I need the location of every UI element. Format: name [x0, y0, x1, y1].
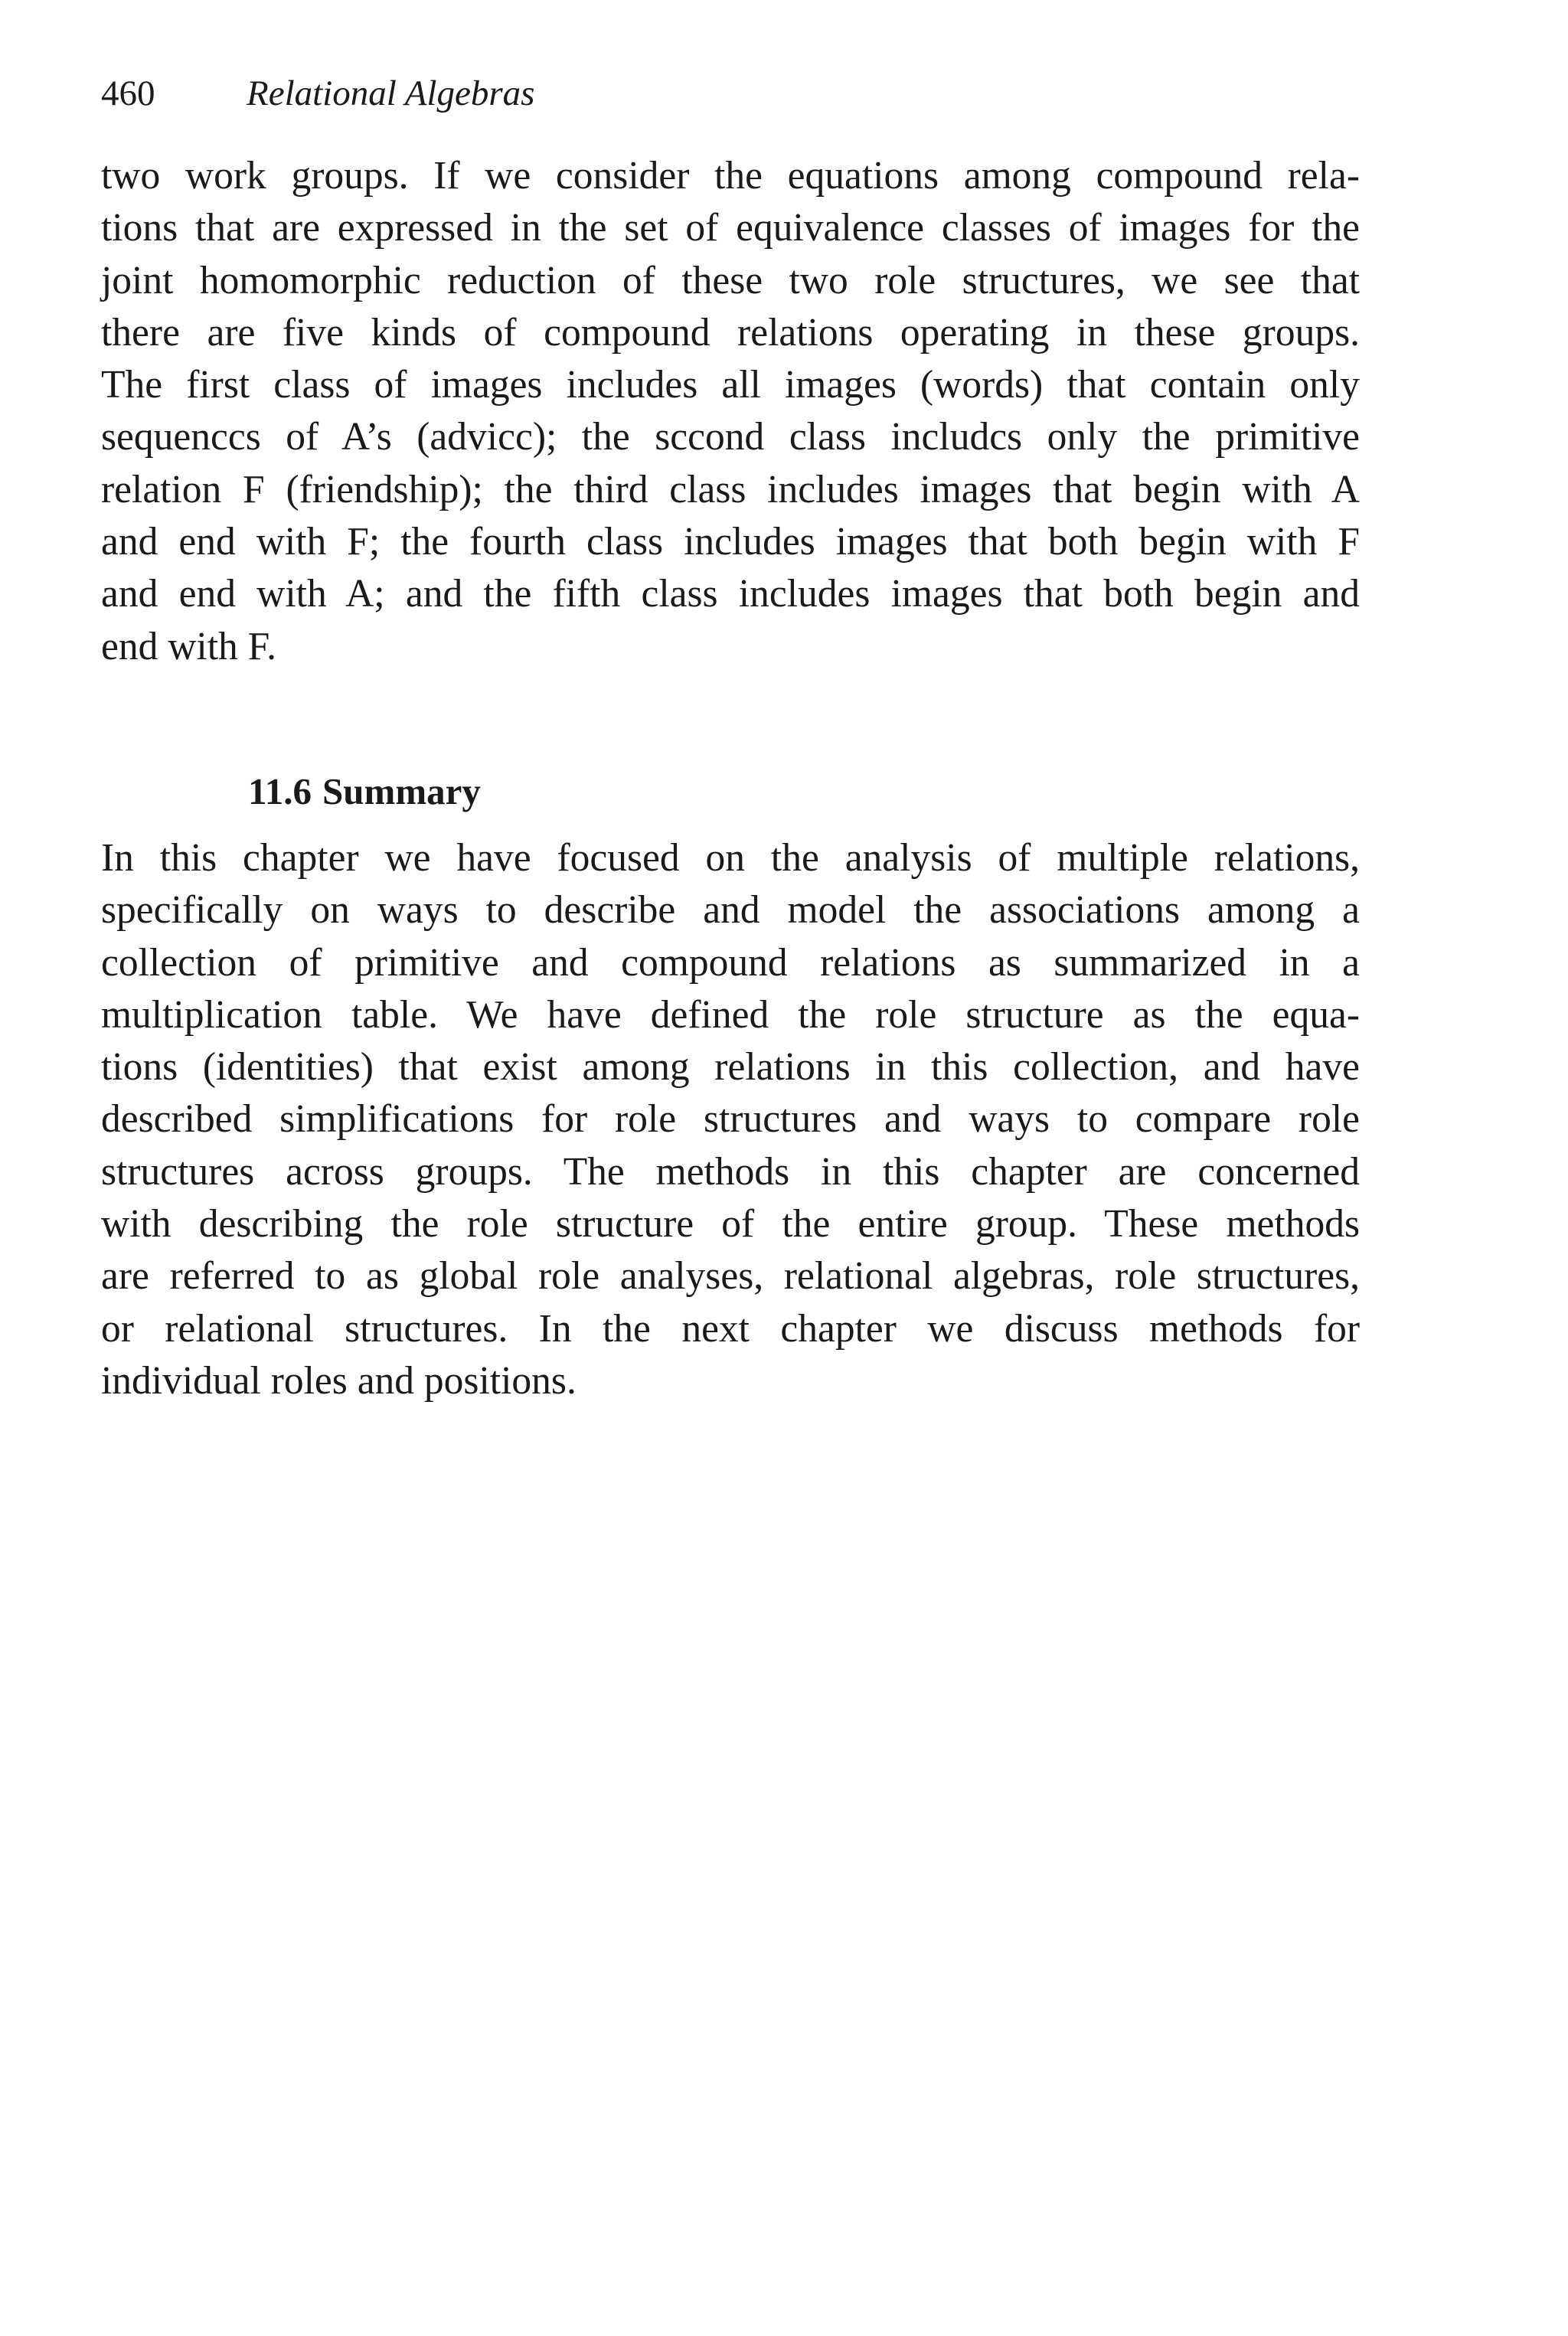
text-line: with describing the role structure of the entire group. These methods	[101, 1202, 1360, 1246]
text-line: sequenccs of A’s (advicc); the sccond class includcs only the primitive	[101, 415, 1360, 459]
section-number: 11.6	[248, 770, 312, 812]
summary-paragraph	[101, 832, 1360, 1407]
text-line: individual roles and positions.	[101, 1358, 577, 1403]
text-line: multiplication table. We have defined the role structure as the equa-	[101, 992, 1360, 1037]
text-line: tions that are expressed in the set of equivalence classes of images for the	[101, 206, 1360, 250]
text-line: collection of primitive and compound relations as summarized in a	[101, 940, 1360, 985]
text-line: end with F.	[101, 624, 277, 668]
text-line: and end with F; the fourth class includes images that both begin with F	[101, 520, 1360, 564]
section-title: Summary	[322, 770, 481, 812]
text-line: and end with A; and the fifth class includes images that both begin and	[101, 572, 1360, 616]
chapter-title: Relational Algebras	[247, 74, 535, 113]
text-line: two work groups. If we consider the equations among compound rela-	[101, 154, 1360, 198]
text-line: relation F (friendship); the third class includes images that begin with A	[101, 467, 1360, 511]
text-line: there are five kinds of compound relations operating in these groups.	[101, 310, 1360, 354]
text-line: tions (identities) that exist among relations in this collection, and have	[101, 1045, 1360, 1090]
text-line: The first class of images includes all images (words) that contain only	[101, 363, 1360, 407]
text-line: In this chapter we have focused on the analysis of multiple relations,	[101, 836, 1360, 880]
running-head	[101, 70, 534, 116]
text-line: structures across groups. The methods in this chapter are concerned	[101, 1149, 1360, 1194]
text-line: described simplifications for role structures and ways to compare role	[101, 1097, 1360, 1142]
paragraph-continuation	[101, 150, 1360, 673]
section-heading	[248, 767, 481, 816]
page-number: 460	[101, 74, 155, 113]
text-line: are referred to as global role analyses, relational algebras, role structures,	[101, 1254, 1360, 1299]
text-line: specifically on ways to describe and model the associations among a	[101, 888, 1360, 933]
text-line: joint homomorphic reduction of these two role structures, we see that	[101, 258, 1360, 302]
text-line: or relational structures. In the next chapter we discuss methods for	[101, 1306, 1360, 1351]
